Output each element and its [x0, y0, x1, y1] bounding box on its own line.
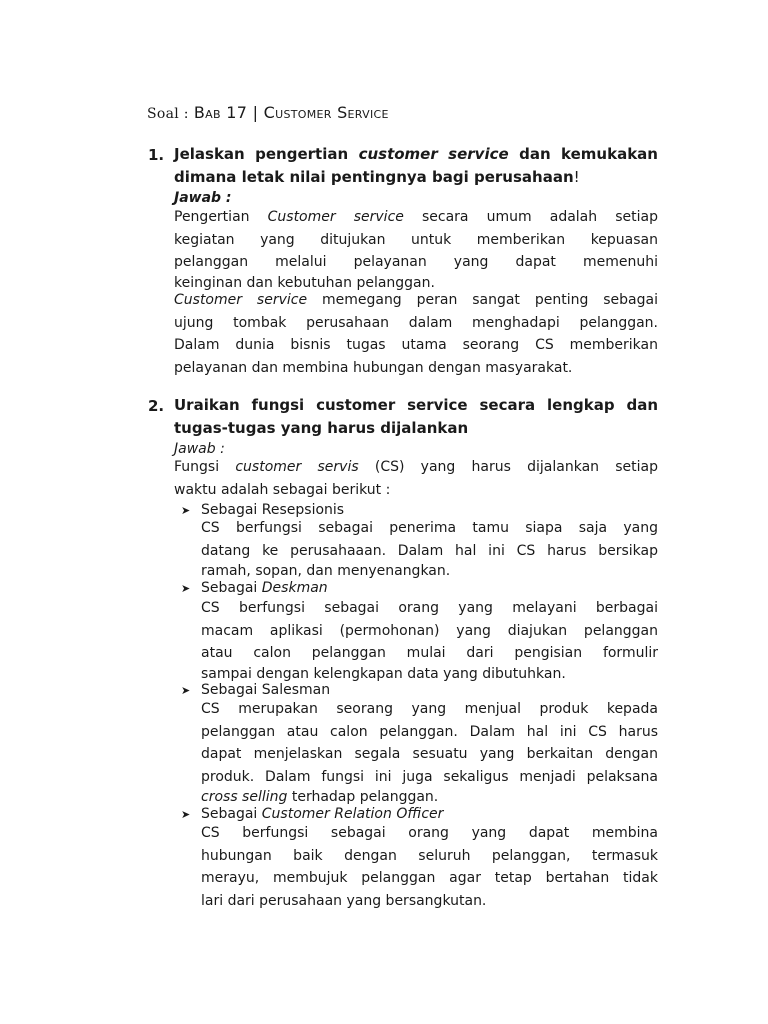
text-line: Dalam dunia bisnis tugas utama seorang CS memberikan: [174, 337, 658, 353]
text-line: Pengertian Customer service secara umum adalah setiap: [174, 209, 658, 225]
question-line: Jelaskan pengertian customer service dan kemukakan: [174, 145, 658, 163]
bullet-item-label: ➤ Sebagai Resepsionis: [181, 502, 345, 518]
text-line: ujung tombak perusahaan dalam menghadapi pelanggan.: [174, 314, 658, 331]
arrowhead-bullet-icon: ➤: [181, 504, 191, 517]
text-line: Fungsi customer servis (CS) yang harus dijalankan setiap: [174, 459, 659, 475]
answer-intro: [174, 456, 658, 501]
bullet-item-body: [201, 597, 658, 684]
text-line: sampai dengan kelengkapan data yang dibutuhkan.: [201, 665, 566, 682]
text-line: ramah, sopan, dan menyenangkan.: [201, 563, 451, 579]
arrowhead-bullet-icon: ➤: [181, 582, 191, 595]
text-line: CS berfungsi sebagai orang yang dapat membina: [201, 825, 658, 841]
bullet-item-body: [201, 698, 658, 807]
answer-paragraph: [174, 206, 658, 293]
text-line: kegiatan yang ditujukan untuk memberikan kepuasan: [174, 231, 658, 248]
bullet-item-body: [201, 517, 658, 581]
text-line: CS berfungsi sebagai orang yang melayani berbagai: [201, 600, 658, 616]
bullet-item-label: ➤ Sebagai Salesman: [181, 682, 331, 698]
text-line: macam aplikasi (permohonan) yang diajukan pelanggan: [201, 622, 658, 639]
text-line: pelanggan melalui pelayanan yang dapat memenuhi: [174, 254, 658, 270]
answer-paragraph: [174, 289, 658, 379]
text-line: hubungan baik dengan seluruh pelanggan, termasuk: [201, 847, 658, 864]
bullet-item-body: [201, 822, 658, 912]
arrowhead-bullet-icon: ➤: [181, 808, 191, 821]
text-line: waktu adalah sebagai berikut :: [174, 481, 391, 498]
text-line: cross selling terhadap pelanggan.: [201, 789, 439, 805]
bullet-item-label: ➤ Sebagai Deskman: [181, 580, 328, 596]
page-title: [147, 103, 389, 122]
question-text: [174, 394, 658, 440]
text-line: CS merupakan seorang yang menjual produk kepada: [201, 701, 658, 717]
text-line: CS berfungsi sebagai penerima tamu siapa saja yang: [201, 520, 658, 536]
question-line: Uraikan fungsi customer service secara lengkap dan: [174, 396, 658, 414]
text-line: atau calon pelanggan mulai dari pengisian formulir: [201, 645, 658, 661]
question-text: [174, 143, 658, 189]
answer-label: Jawab :: [174, 190, 232, 206]
text-line: pelanggan atau calon pelanggan. Dalam hal ini CS harus: [201, 723, 658, 740]
text-line: dapat menjelaskan segala sesuatu yang berkaitan dengan: [201, 746, 658, 762]
soal-label: Soal :: [147, 106, 189, 122]
text-line: keinginan dan kebutuhan pelanggan.: [174, 274, 435, 291]
text-line: pelayanan dan membina hubungan dengan masyarakat.: [174, 359, 573, 376]
bullet-item-label: ➤ Sebagai Customer Relation Officer: [181, 806, 444, 822]
text-line: merayu, membujuk pelanggan agar tetap bertahan tidak: [201, 870, 658, 886]
text-line: produk. Dalam fungsi ini juga sekaligus menjadi pelaksana: [201, 768, 658, 785]
question-number: 1.: [148, 146, 165, 164]
question-line: tugas-tugas yang harus dijalankan: [174, 419, 469, 437]
question-number: 2.: [148, 397, 165, 415]
text-line: Customer service memegang peran sangat penting sebagai: [174, 292, 658, 308]
answer-label: Jawab :: [174, 441, 225, 457]
arrowhead-bullet-icon: ➤: [181, 684, 191, 697]
text-line: datang ke perusahaaan. Dalam hal ini CS harus bersikap: [201, 542, 658, 559]
question-line: dimana letak nilai pentingnya bagi perusahaan!: [174, 168, 580, 186]
text-line: lari dari perusahaan yang bersangkutan.: [201, 892, 487, 909]
chapter-title: Bab 17 | Customer Service: [193, 103, 389, 122]
